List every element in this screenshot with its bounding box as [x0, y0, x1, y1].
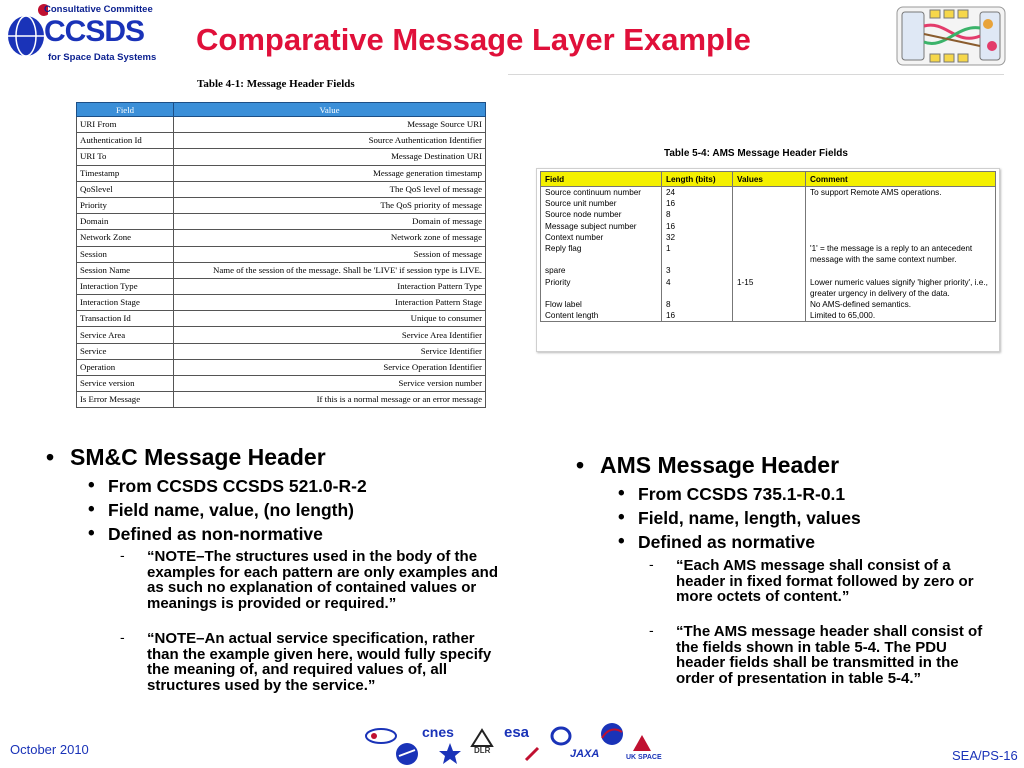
smc-heading-bullet: • SM&C Message Header [70, 444, 326, 471]
ccsds-logo [4, 2, 157, 66]
table-row [77, 214, 486, 230]
dlr-wing-icon [470, 728, 494, 748]
values-line [737, 209, 801, 220]
length-line: 8 [666, 299, 671, 309]
comment-line [810, 198, 991, 209]
field-cell: Transaction Id [77, 311, 174, 327]
field-line [545, 288, 657, 299]
values-line [737, 243, 801, 254]
comment-line: To support Remote AMS operations. [810, 188, 942, 197]
values-column-cell [733, 187, 806, 322]
cnes-logo: cnes [422, 724, 454, 740]
star-emblem-icon [438, 742, 462, 766]
field-cell: QoSlevel [77, 181, 174, 197]
field-line: Context number [545, 232, 604, 242]
orbit-ring-icon [550, 726, 572, 746]
value-cell: Service version number [174, 376, 486, 392]
length-line: 32 [666, 232, 676, 242]
comment-line [810, 265, 991, 276]
field-cell: Service [77, 343, 174, 359]
length-line: 8 [666, 210, 671, 220]
length-line: 16 [666, 221, 676, 231]
values-line [737, 221, 801, 232]
field-cell: URI From [77, 117, 174, 133]
value-cell: Domain of message [174, 214, 486, 230]
globe-icon [4, 2, 48, 60]
column-header: Field [77, 103, 174, 117]
nasa-meatball-icon [598, 722, 626, 746]
ams-item-bullet: • From CCSDS 735.1-R-0.1 [638, 484, 845, 505]
values-line [737, 288, 801, 299]
column-header: Value [174, 103, 486, 117]
table-row [77, 117, 486, 133]
field-cell: Operation [77, 359, 174, 375]
column-header: Values [733, 172, 806, 187]
comment-line [810, 221, 991, 232]
partner-swoosh-icon [364, 726, 398, 746]
field-line: Content length [545, 311, 599, 321]
table-row [77, 133, 486, 149]
logo-wordmark: CCSDS [44, 15, 145, 48]
field-cell: URI To [77, 149, 174, 165]
ams-note: - “The AMS message header shall consist of the fields shown in table 5-4. The PDU header fields shall be transmitted in the order of presentation in table 5-4.” [676, 624, 986, 686]
smc-item-bullet: • Field name, value, (no length) [108, 500, 354, 521]
value-cell: Source Authentication Identifier [174, 133, 486, 149]
architecture-diagram-icon [896, 6, 1006, 66]
length-line [666, 288, 728, 299]
comment-line [810, 209, 991, 220]
field-cell: Interaction Stage [77, 295, 174, 311]
values-line: 1-15 [737, 277, 754, 287]
smc-message-header-table [76, 102, 486, 408]
field-cell: Is Error Message [77, 392, 174, 408]
value-cell: Network zone of message [174, 230, 486, 246]
rocket-icon [522, 744, 542, 764]
value-cell: The QoS level of message [174, 181, 486, 197]
table-row [77, 262, 486, 278]
field-cell: Network Zone [77, 230, 174, 246]
field-line: Priority [545, 277, 571, 287]
length-line: 16 [666, 311, 676, 321]
space-agency-emblem-icon [394, 742, 420, 766]
field-cell: Session [77, 246, 174, 262]
table-row [77, 197, 486, 213]
field-line: spare [545, 266, 566, 276]
table-row [77, 278, 486, 294]
field-cell: Interaction Type [77, 278, 174, 294]
field-line: Source node number [545, 210, 622, 220]
values-line [737, 198, 801, 209]
table-row [77, 295, 486, 311]
field-line: Source unit number [545, 199, 617, 209]
comment-line: No AMS-defined semantics. [810, 299, 912, 309]
value-cell: Service Area Identifier [174, 327, 486, 343]
field-cell: Service version [77, 376, 174, 392]
field-cell: Authentication Id [77, 133, 174, 149]
smc-table-caption: Table 4-1: Message Header Fields [197, 78, 355, 90]
field-column-cell [541, 187, 662, 322]
comment-line: greater urgency in delivery of the data. [810, 288, 950, 298]
field-cell: Priority [77, 197, 174, 213]
value-cell: Name of the session of the message. Shall be 'LIVE' if session type is LIVE. [174, 262, 486, 278]
length-line: 1 [666, 243, 671, 253]
field-line: Flow label [545, 299, 582, 309]
table-row [77, 246, 486, 262]
field-cell: Timestamp [77, 165, 174, 181]
table-header-row [77, 103, 486, 117]
values-line [737, 232, 801, 243]
table-row [77, 392, 486, 408]
slide-title: Comparative Message Layer Example [196, 22, 751, 57]
length-line: 3 [666, 266, 671, 276]
value-cell: Interaction Pattern Stage [174, 295, 486, 311]
table-header-row [541, 172, 996, 187]
ams-note: - “Each AMS message shall consist of a header in fixed format followed by zero or more octets of content.” [676, 558, 986, 605]
table-row [77, 311, 486, 327]
value-cell: The QoS priority of message [174, 197, 486, 213]
field-line: Reply flag [545, 243, 582, 253]
length-line [666, 254, 728, 265]
table-row [77, 343, 486, 359]
value-cell: If this is a normal message or an error message [174, 392, 486, 408]
smc-item-bullet: • From CCSDS CCSDS 521.0-R-2 [108, 476, 367, 497]
title-divider [508, 74, 1004, 75]
table-row [77, 230, 486, 246]
length-line: 4 [666, 277, 671, 287]
length-line: 16 [666, 199, 676, 209]
ams-item-bullet: • Defined as normative [638, 532, 815, 553]
column-header: Length (bits) [662, 172, 733, 187]
field-cell: Service Area [77, 327, 174, 343]
length-column-cell [662, 187, 733, 322]
smc-note: - “NOTE–The structures used in the body of the examples for each pattern are only examples and as such no explanation of contained values or meanings is provided or required.” [147, 549, 503, 611]
logo-subtitle-text: for Space Data Systems [48, 52, 157, 63]
column-header: Field [541, 172, 662, 187]
footer-date: October 2010 [10, 742, 89, 757]
value-cell: Message Destination URI [174, 149, 486, 165]
comment-column-cell [806, 187, 996, 322]
value-cell: Service Operation Identifier [174, 359, 486, 375]
length-line: 24 [666, 188, 676, 197]
ams-item-bullet: • Field, name, length, values [638, 508, 861, 529]
table-row [541, 187, 996, 322]
field-cell: Session Name [77, 262, 174, 278]
column-header: Comment [806, 172, 996, 187]
value-cell: Service Identifier [174, 343, 486, 359]
uk-space-emblem-icon [632, 734, 652, 752]
value-cell: Unique to consumer [174, 311, 486, 327]
values-line [737, 254, 801, 265]
smc-note: - “NOTE–An actual service specification, rather than the example given here, would fully specify the meaning of, and required values of, all structures used by the service.” [147, 631, 503, 693]
table-row [77, 149, 486, 165]
esa-logo: esa [504, 724, 530, 741]
field-line: Message subject number [545, 221, 637, 231]
table-row [77, 376, 486, 392]
partner-logos [364, 722, 664, 766]
value-cell: Message generation timestamp [174, 165, 486, 181]
ams-heading-bullet: • AMS Message Header [600, 452, 839, 479]
field-cell: Domain [77, 214, 174, 230]
logo-committee-text: Consultative Committee [44, 4, 153, 15]
ams-message-header-table [540, 171, 996, 322]
field-line [545, 254, 657, 265]
uk-space-logo: UK SPACE [626, 754, 662, 761]
values-line [737, 299, 801, 310]
comment-line: message with the same context number. [810, 255, 957, 265]
dlr-logo: DLR [474, 746, 491, 755]
value-cell: Interaction Pattern Type [174, 278, 486, 294]
field-line: Source continuum number [545, 188, 642, 197]
smc-item-bullet: • Defined as non-normative [108, 524, 323, 545]
footer-page-number: SEA/PS-16 [952, 748, 1018, 763]
table-row [77, 327, 486, 343]
jaxa-logo: JAXA [570, 748, 600, 760]
comment-line [810, 232, 991, 243]
comment-line: '1' = the message is a reply to an antecedent [810, 243, 973, 253]
comment-line: Lower numeric values signify 'higher priority', i.e., [810, 277, 988, 287]
values-line [737, 310, 801, 321]
comment-line: Limited to 65,000. [810, 311, 876, 321]
values-line [737, 265, 801, 276]
table-row [77, 165, 486, 181]
table-row [77, 359, 486, 375]
value-cell: Session of message [174, 246, 486, 262]
table-row [77, 181, 486, 197]
ams-table-caption: Table 5-4: AMS Message Header Fields [664, 148, 848, 159]
values-line [737, 187, 801, 198]
value-cell: Message Source URI [174, 117, 486, 133]
